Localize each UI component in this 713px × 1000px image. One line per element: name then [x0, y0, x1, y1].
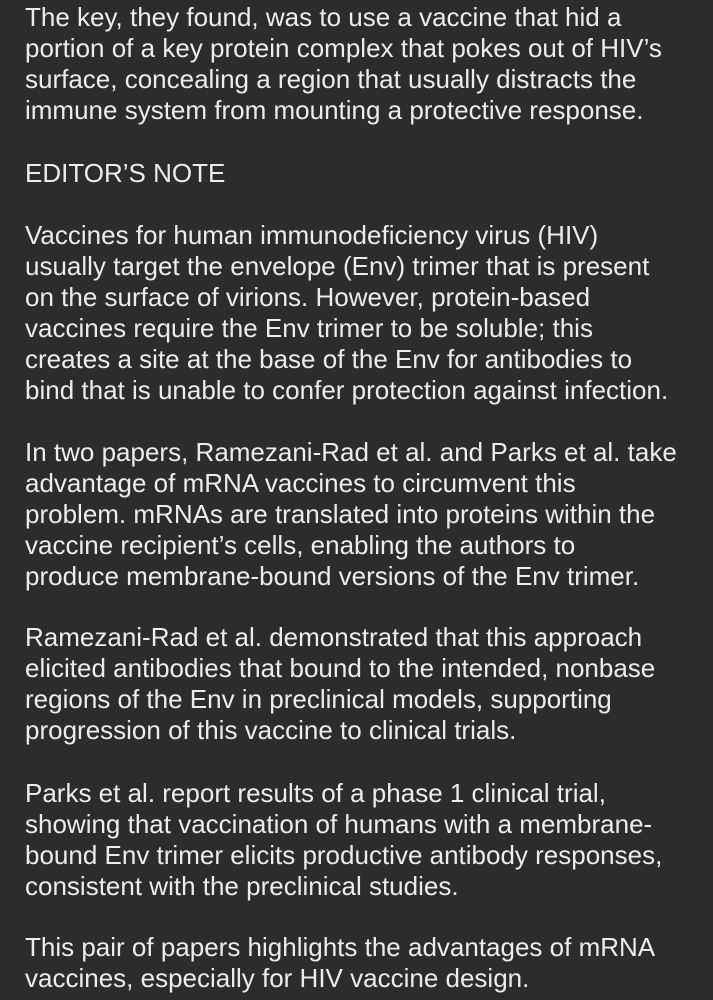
text-line: In two papers, Ramezani-Rad et al. and Parks et al. take [25, 437, 677, 467]
text-line: usually target the envelope (Env) trimer that is present [25, 251, 650, 281]
text-line: portion of a key protein complex that pokes out of HIV’s [25, 33, 662, 63]
text-line: on the surface of virions. However, protein-based [25, 282, 591, 312]
text-line: bind that is unable to confer protection against infection. [25, 375, 669, 405]
editors-note-heading [25, 158, 225, 189]
text-line: creates a site at the base of the Env for antibodies to [25, 344, 633, 374]
text-line: produce membrane-bound versions of the Env trimer. [25, 561, 640, 591]
text-line: This pair of papers highlights the advantages of mRNA [25, 932, 656, 962]
paragraph-parks [25, 778, 662, 902]
paragraph-background [25, 220, 668, 406]
text-line: vaccines, especially for HIV vaccine design. [25, 963, 530, 993]
text-line: Ramezani-Rad et al. demonstrated that this approach [25, 622, 643, 652]
text-line: showing that vaccination of humans with a membrane- [25, 809, 653, 839]
text-line: bound Env trimer elicits productive antibody responses, [25, 840, 663, 870]
text-line: elicited antibodies that bound to the intended, nonbase [25, 653, 656, 683]
paragraph-ramezani-rad [25, 622, 655, 746]
text-line: vaccines require the Env trimer to be soluble; this [25, 313, 593, 343]
text-line: progression of this vaccine to clinical trials. [25, 715, 517, 745]
text-line: immune system from mounting a protective response. [25, 95, 644, 125]
text-line: Parks et al. report results of a phase 1 clinical trial, [25, 778, 606, 808]
text-line: The key, they found, was to use a vaccine that hid a [25, 2, 622, 32]
paragraph-intro [25, 2, 662, 126]
text-line: EDITOR’S NOTE [25, 158, 226, 188]
text-line: regions of the Env in preclinical models, supporting [25, 684, 612, 714]
text-line: consistent with the preclinical studies. [25, 871, 459, 901]
text-line: advantage of mRNA vaccines to circumvent this [25, 468, 576, 498]
text-line: problem. mRNAs are translated into proteins within the [25, 499, 656, 529]
text-line: Vaccines for human immunodeficiency virus (HIV) [25, 220, 599, 250]
paragraph-two-papers [25, 437, 677, 592]
text-line: vaccine recipient’s cells, enabling the authors to [25, 530, 576, 560]
paragraph-conclusion [25, 932, 655, 994]
text-line: surface, concealing a region that usually distracts the [25, 64, 637, 94]
